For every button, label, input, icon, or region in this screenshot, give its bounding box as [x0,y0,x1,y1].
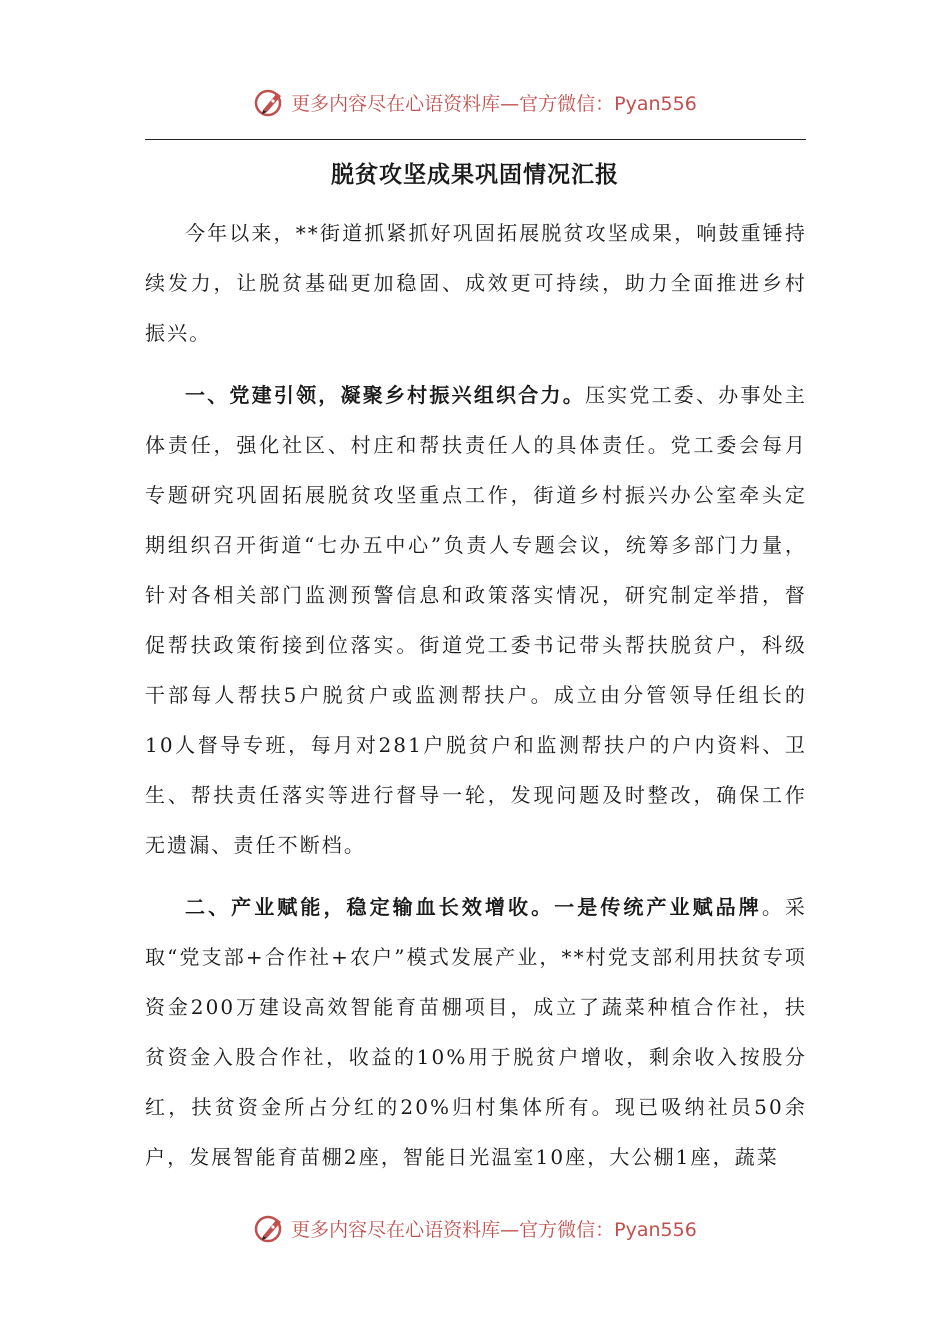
section-2-heading: 二、产业赋能，稳定输血长效增收。一是传统产业赋品牌 [185,895,762,919]
section-1-body: 压实党工委、办事处主体责任，强化社区、村庄和帮扶责任人的具体责任。党工委会每月专题研究巩固拓展脱贫攻坚重点工作，街道乡村振兴办公室牵头定期组织召开街道“七办五中心”负责人专题会议，统筹多部门力量，针对各相关部门监测预警信息和政策落实情况，研究制定举措，督促帮扶政策衔接到位落实。街道党工委书记带头帮扶脱贫户，科级干部每人帮扶5户脱贫户或监测帮扶户。成立由分管领导任组长的10人督导专班，每月对281户脱贫户和监测帮扶户的户内资料、卫生、帮扶责任落实等进行督导一轮，发现问题及时整改，确保工作无遗漏、责任不断档。 [145,383,807,857]
intro-paragraph: 今年以来，**街道抓紧抓好巩固拓展脱贫攻坚成果，响鼓重锤持续发力，让脱贫基础更加稳固、成效更可持续，助力全面推进乡村振兴。 [145,221,807,345]
pen-nib-logo-icon [253,85,287,119]
section-1-heading: 一、党建引领，凝聚乡村振兴组织合力。 [185,383,585,407]
banner-text: 更多内容尽在心语资料库—官方微信：Pyan556 [291,1218,697,1241]
document-body [145,208,807,1182]
footer-banner [0,1208,950,1248]
section-1-paragraph [145,370,807,870]
section-2-body: 。采取“党支部+合作社+农户”模式发展产业，**村党支部利用扶贫专项资金200万建设高效智能育苗棚项目，成立了蔬菜种植合作社，扶贫资金入股合作社，收益的10%用于脱贫户增收，剩余收入按股分红，扶贫资金所占分红的20%归村集体所有。现已吸纳社员50余户，发展智能育苗棚2座，智能日光温室10座，大公棚1座，蔬菜 [145,895,808,1169]
wechat-id: Pyan556 [614,1218,697,1241]
banner-text: 更多内容尽在心语资料库—官方微信：Pyan556 [291,92,697,115]
header-divider [145,139,806,140]
document-title: 脱贫攻坚成果巩固情况汇报 [331,161,619,188]
pen-nib-logo-icon [253,1211,287,1245]
header-banner [0,82,950,122]
section-2-paragraph [145,882,807,1182]
wechat-id: Pyan556 [614,92,697,115]
